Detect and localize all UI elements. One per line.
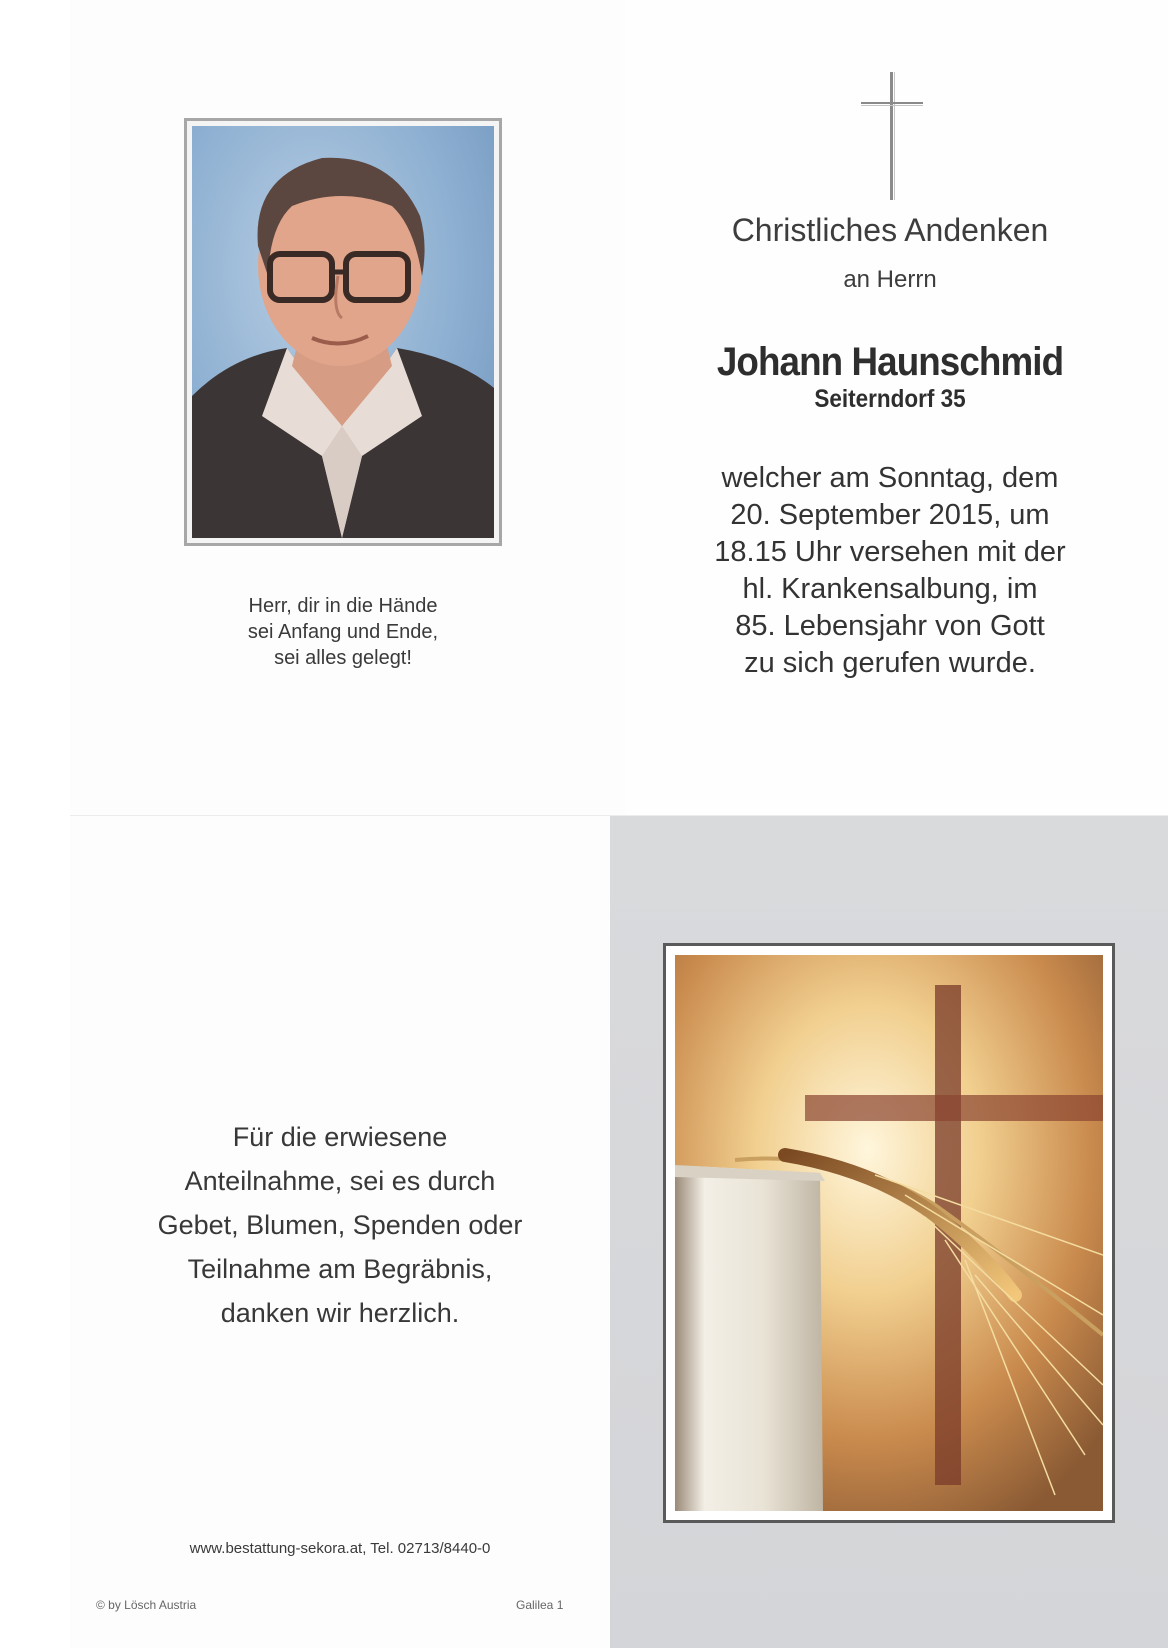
death-notice-line: 18.15 Uhr versehen mit der (714, 536, 1066, 568)
cover-picture (675, 955, 1103, 1511)
thanks-line: Anteilnahme, sei es durch (184, 1166, 496, 1196)
thanks-line: Für die erwiesene (232, 1122, 448, 1152)
thanks-line: danken wir herzlich. (220, 1298, 460, 1328)
thanks-text (100, 1115, 580, 1335)
death-notice-line: 20. September 2015, um (730, 499, 1050, 531)
deceased-address: Seiterndorf 35 (814, 385, 966, 413)
death-notice-line: 85. Lebensjahr von Gott (735, 610, 1045, 642)
death-notice-line: welcher am Sonntag, dem (721, 462, 1059, 494)
copyright-notice: © by Lösch Austria (96, 1598, 197, 1612)
death-notice-line: zu sich gerufen wurde. (744, 647, 1036, 679)
fold-line (70, 815, 1168, 816)
card-model: Galilea 1 (516, 1598, 564, 1612)
portrait-photo (192, 126, 494, 538)
death-notice (690, 460, 1090, 682)
quote-line: sei Anfang und Ende, (247, 621, 439, 643)
thanks-line: Teilnahme am Begräbnis, (187, 1254, 493, 1284)
quote-line: sei alles gelegt! (274, 647, 412, 669)
thanks-line: Gebet, Blumen, Spenden oder (157, 1210, 523, 1240)
death-notice-line: hl. Krankensalbung, im (742, 573, 1038, 605)
deceased-name: Johann Haunschmid (716, 340, 1064, 384)
funeral-home-contact: www.bestattung-sekora.at, Tel. 02713/8440-0 (189, 1540, 491, 1557)
bible-quote (184, 593, 502, 671)
card-title: Christliches Andenken (731, 212, 1049, 248)
portrait-frame (184, 118, 502, 546)
scan-margin (0, 0, 70, 1648)
quote-line: Herr, dir in die Hände (248, 595, 438, 617)
cover-picture-frame (663, 943, 1115, 1523)
card-subtitle: an Herrn (843, 266, 937, 293)
cross-icon (861, 72, 923, 200)
